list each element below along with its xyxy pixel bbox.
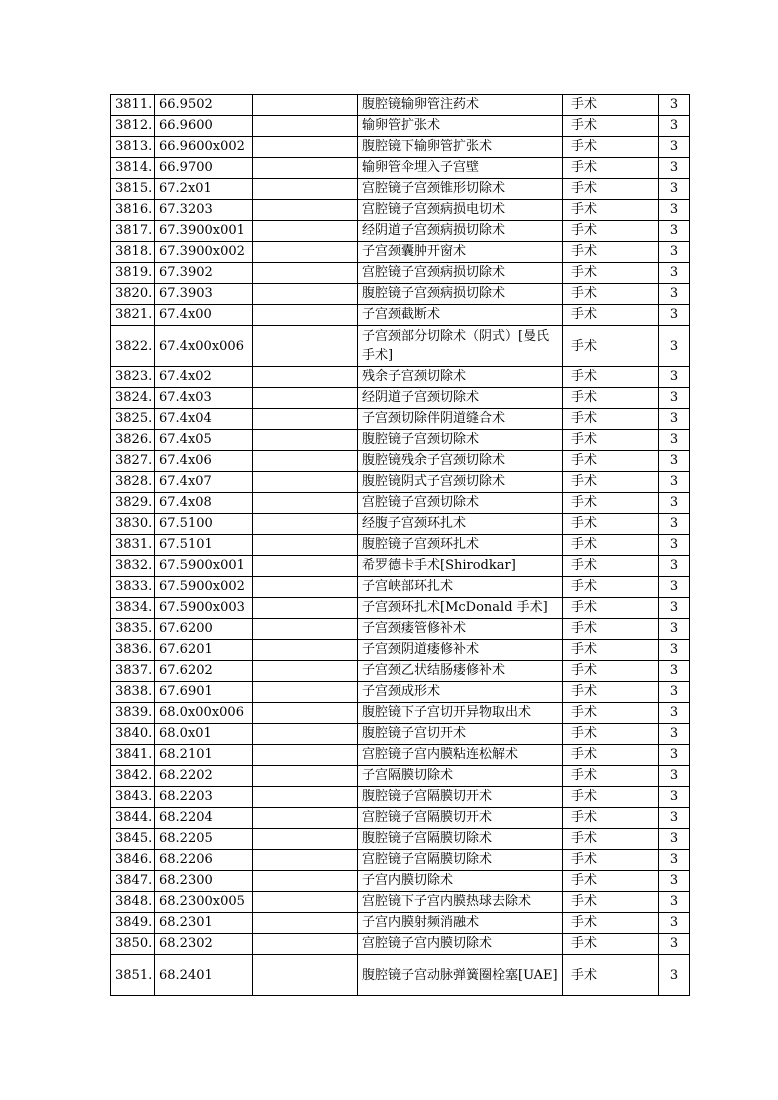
- procedure-code-cell: 67.2x01: [155, 179, 253, 200]
- table-row: [111, 242, 690, 263]
- table-row: [111, 871, 690, 892]
- procedure-code-cell: 68.2401: [155, 955, 253, 996]
- procedure-name-cell: 经阴道子宫颈病损切除术: [358, 221, 563, 242]
- table-row: [111, 703, 690, 724]
- blank-cell: [253, 388, 358, 409]
- procedure-code-cell: 67.6200: [155, 619, 253, 640]
- blank-cell: [253, 850, 358, 871]
- procedure-code-cell: 67.4x08: [155, 493, 253, 514]
- procedure-name-cell: 子宫隔膜切除术: [358, 766, 563, 787]
- procedure-name-cell: 腹腔镜输卵管注药术: [358, 95, 563, 116]
- blank-cell: [253, 158, 358, 179]
- row-number-cell: 3811.: [111, 95, 155, 116]
- level-cell: 3: [659, 242, 690, 263]
- table-row: [111, 158, 690, 179]
- procedure-code-cell: 67.3900x002: [155, 242, 253, 263]
- row-number-cell: 3826.: [111, 430, 155, 451]
- row-number-cell: 3822.: [111, 326, 155, 367]
- row-number-cell: 3821.: [111, 305, 155, 326]
- level-cell: 3: [659, 913, 690, 934]
- category-cell: 手术: [563, 850, 659, 871]
- table-row: [111, 493, 690, 514]
- category-cell: 手术: [563, 221, 659, 242]
- procedure-code-cell: 66.9502: [155, 95, 253, 116]
- procedure-code-cell: 68.2300x005: [155, 892, 253, 913]
- category-cell: 手术: [563, 200, 659, 221]
- procedure-name-cell: 子宫颈乙状结肠瘘修补术: [358, 661, 563, 682]
- table-body: [111, 95, 690, 996]
- blank-cell: [253, 871, 358, 892]
- procedure-name-cell: 残余子宫颈切除术: [358, 367, 563, 388]
- procedure-code-cell: 68.2205: [155, 829, 253, 850]
- procedure-code-cell: 68.0x01: [155, 724, 253, 745]
- level-cell: 3: [659, 787, 690, 808]
- row-number-cell: 3830.: [111, 514, 155, 535]
- row-number-cell: 3843.: [111, 787, 155, 808]
- procedure-code-cell: 67.3902: [155, 263, 253, 284]
- level-cell: 3: [659, 955, 690, 996]
- level-cell: 3: [659, 326, 690, 367]
- row-number-cell: 3819.: [111, 263, 155, 284]
- row-number-cell: 3814.: [111, 158, 155, 179]
- blank-cell: [253, 95, 358, 116]
- level-cell: 3: [659, 661, 690, 682]
- procedure-name-cell: 腹腔镜子宫颈病损切除术: [358, 284, 563, 305]
- blank-cell: [253, 682, 358, 703]
- procedure-name-cell: 子宫颈切除伴阴道缝合术: [358, 409, 563, 430]
- procedure-code-cell: 68.0x00x006: [155, 703, 253, 724]
- procedure-name-cell: 宫腔镜子宫隔膜切除术: [358, 850, 563, 871]
- category-cell: 手术: [563, 913, 659, 934]
- row-number-cell: 3849.: [111, 913, 155, 934]
- procedure-code-cell: 67.4x03: [155, 388, 253, 409]
- table-row: [111, 598, 690, 619]
- category-cell: 手术: [563, 95, 659, 116]
- category-cell: 手术: [563, 577, 659, 598]
- table-row: [111, 556, 690, 577]
- procedure-name-cell: 宫腔镜子宫内膜切除术: [358, 934, 563, 955]
- category-cell: 手术: [563, 829, 659, 850]
- table-row: [111, 472, 690, 493]
- category-cell: 手术: [563, 766, 659, 787]
- table-row: [111, 787, 690, 808]
- procedure-code-cell: 67.6201: [155, 640, 253, 661]
- procedure-name-cell: 腹腔镜下输卵管扩张术: [358, 137, 563, 158]
- blank-cell: [253, 934, 358, 955]
- procedure-code-cell: 68.2204: [155, 808, 253, 829]
- row-number-cell: 3817.: [111, 221, 155, 242]
- table-row: [111, 535, 690, 556]
- row-number-cell: 3825.: [111, 409, 155, 430]
- blank-cell: [253, 284, 358, 305]
- procedure-code-cell: 67.3903: [155, 284, 253, 305]
- procedure-name-cell: 腹腔镜子宫颈环扎术: [358, 535, 563, 556]
- table-row: [111, 284, 690, 305]
- procedure-code-cell: 68.2203: [155, 787, 253, 808]
- procedure-code-cell: 67.6901: [155, 682, 253, 703]
- category-cell: 手术: [563, 556, 659, 577]
- table-row: [111, 200, 690, 221]
- level-cell: 3: [659, 850, 690, 871]
- row-number-cell: 3847.: [111, 871, 155, 892]
- category-cell: 手术: [563, 430, 659, 451]
- table-row: [111, 305, 690, 326]
- procedure-code-cell: 67.5900x002: [155, 577, 253, 598]
- row-number-cell: 3815.: [111, 179, 155, 200]
- row-number-cell: 3827.: [111, 451, 155, 472]
- blank-cell: [253, 703, 358, 724]
- row-number-cell: 3834.: [111, 598, 155, 619]
- level-cell: 3: [659, 556, 690, 577]
- procedure-name-cell: 子宫峡部环扎术: [358, 577, 563, 598]
- blank-cell: [253, 305, 358, 326]
- procedure-code-cell: 66.9600: [155, 116, 253, 137]
- blank-cell: [253, 242, 358, 263]
- blank-cell: [253, 724, 358, 745]
- row-number-cell: 3840.: [111, 724, 155, 745]
- procedure-name-cell: 子宫颈环扎术[McDonald 手术]: [358, 598, 563, 619]
- procedure-name-cell: 宫腔镜子宫颈病损电切术: [358, 200, 563, 221]
- table-row: [111, 808, 690, 829]
- row-number-cell: 3845.: [111, 829, 155, 850]
- procedure-code-cell: 67.4x07: [155, 472, 253, 493]
- level-cell: 3: [659, 640, 690, 661]
- table-row: [111, 661, 690, 682]
- row-number-cell: 3823.: [111, 367, 155, 388]
- category-cell: 手术: [563, 598, 659, 619]
- blank-cell: [253, 535, 358, 556]
- procedure-code-cell: 67.6202: [155, 661, 253, 682]
- level-cell: 3: [659, 284, 690, 305]
- level-cell: 3: [659, 430, 690, 451]
- blank-cell: [253, 326, 358, 367]
- table-row: [111, 137, 690, 158]
- blank-cell: [253, 787, 358, 808]
- procedure-name-cell: 子宫颈部分切除术（阴式）[曼氏手术]: [358, 326, 563, 367]
- category-cell: 手术: [563, 367, 659, 388]
- blank-cell: [253, 556, 358, 577]
- procedure-name-cell: 子宫内膜切除术: [358, 871, 563, 892]
- level-cell: 3: [659, 95, 690, 116]
- row-number-cell: 3835.: [111, 619, 155, 640]
- procedure-name-cell: 希罗德卡手术[Shirodkar]: [358, 556, 563, 577]
- procedure-code-cell: 67.5101: [155, 535, 253, 556]
- procedure-name-cell: 腹腔镜子宫颈切除术: [358, 430, 563, 451]
- blank-cell: [253, 221, 358, 242]
- blank-cell: [253, 955, 358, 996]
- category-cell: 手术: [563, 787, 659, 808]
- procedure-code-cell: 68.2300: [155, 871, 253, 892]
- blank-cell: [253, 200, 358, 221]
- blank-cell: [253, 892, 358, 913]
- category-cell: 手术: [563, 661, 659, 682]
- level-cell: 3: [659, 745, 690, 766]
- row-number-cell: 3831.: [111, 535, 155, 556]
- row-number-cell: 3816.: [111, 200, 155, 221]
- row-number-cell: 3824.: [111, 388, 155, 409]
- category-cell: 手术: [563, 326, 659, 367]
- level-cell: 3: [659, 305, 690, 326]
- procedure-code-cell: 67.4x05: [155, 430, 253, 451]
- level-cell: 3: [659, 703, 690, 724]
- procedure-name-cell: 宫腔镜子宫颈锥形切除术: [358, 179, 563, 200]
- table-row: [111, 388, 690, 409]
- row-number-cell: 3829.: [111, 493, 155, 514]
- procedure-code-cell: 67.4x00: [155, 305, 253, 326]
- table-row: [111, 263, 690, 284]
- row-number-cell: 3839.: [111, 703, 155, 724]
- category-cell: 手术: [563, 388, 659, 409]
- level-cell: 3: [659, 263, 690, 284]
- level-cell: 3: [659, 493, 690, 514]
- table-row: [111, 955, 690, 996]
- procedure-name-cell: 宫腔镜子宫隔膜切开术: [358, 808, 563, 829]
- row-number-cell: 3838.: [111, 682, 155, 703]
- procedure-name-cell: 腹腔镜子宫动脉弹簧圈栓塞[UAE]: [358, 955, 563, 996]
- category-cell: 手术: [563, 451, 659, 472]
- table-row: [111, 367, 690, 388]
- procedure-name-cell: 宫腔镜下子宫内膜热球去除术: [358, 892, 563, 913]
- procedure-name-cell: 宫腔镜子宫颈切除术: [358, 493, 563, 514]
- procedure-code-cell: 66.9600x002: [155, 137, 253, 158]
- level-cell: 3: [659, 179, 690, 200]
- table-row: [111, 745, 690, 766]
- level-cell: 3: [659, 598, 690, 619]
- row-number-cell: 3848.: [111, 892, 155, 913]
- procedure-code-cell: 67.5900x003: [155, 598, 253, 619]
- table-row: [111, 430, 690, 451]
- category-cell: 手术: [563, 871, 659, 892]
- blank-cell: [253, 179, 358, 200]
- table-row: [111, 116, 690, 137]
- row-number-cell: 3851.: [111, 955, 155, 996]
- procedure-name-cell: 宫腔镜子宫内膜粘连松解术: [358, 745, 563, 766]
- blank-cell: [253, 829, 358, 850]
- table-row: [111, 409, 690, 430]
- category-cell: 手术: [563, 242, 659, 263]
- table-row: [111, 326, 690, 367]
- blank-cell: [253, 913, 358, 934]
- row-number-cell: 3842.: [111, 766, 155, 787]
- category-cell: 手术: [563, 619, 659, 640]
- procedure-name-cell: 输卵管扩张术: [358, 116, 563, 137]
- table-row: [111, 514, 690, 535]
- category-cell: 手术: [563, 493, 659, 514]
- blank-cell: [253, 430, 358, 451]
- procedure-name-cell: 腹腔镜子宫切开术: [358, 724, 563, 745]
- procedure-name-cell: 子宫颈截断术: [358, 305, 563, 326]
- table-row: [111, 850, 690, 871]
- table-row: [111, 451, 690, 472]
- level-cell: 3: [659, 137, 690, 158]
- level-cell: 3: [659, 451, 690, 472]
- row-number-cell: 3828.: [111, 472, 155, 493]
- blank-cell: [253, 661, 358, 682]
- row-number-cell: 3841.: [111, 745, 155, 766]
- blank-cell: [253, 766, 358, 787]
- procedure-name-cell: 子宫颈成形术: [358, 682, 563, 703]
- level-cell: 3: [659, 766, 690, 787]
- level-cell: 3: [659, 871, 690, 892]
- level-cell: 3: [659, 934, 690, 955]
- category-cell: 手术: [563, 892, 659, 913]
- table-row: [111, 221, 690, 242]
- procedure-name-cell: 腹腔镜下子宫切开异物取出术: [358, 703, 563, 724]
- procedure-name-cell: 腹腔镜子宫隔膜切除术: [358, 829, 563, 850]
- category-cell: 手术: [563, 682, 659, 703]
- level-cell: 3: [659, 409, 690, 430]
- procedure-code-cell: 66.9700: [155, 158, 253, 179]
- level-cell: 3: [659, 829, 690, 850]
- procedure-table: [110, 94, 690, 996]
- level-cell: 3: [659, 682, 690, 703]
- row-number-cell: 3818.: [111, 242, 155, 263]
- procedure-name-cell: 子宫颈阴道瘘修补术: [358, 640, 563, 661]
- procedure-name-cell: 腹腔镜残余子宫颈切除术: [358, 451, 563, 472]
- table-row: [111, 179, 690, 200]
- blank-cell: [253, 116, 358, 137]
- category-cell: 手术: [563, 703, 659, 724]
- level-cell: 3: [659, 514, 690, 535]
- procedure-name-cell: 经腹子宫颈环扎术: [358, 514, 563, 535]
- category-cell: 手术: [563, 158, 659, 179]
- table-row: [111, 913, 690, 934]
- level-cell: 3: [659, 892, 690, 913]
- procedure-name-cell: 子宫内膜射频消融术: [358, 913, 563, 934]
- level-cell: 3: [659, 367, 690, 388]
- procedure-code-cell: 68.2302: [155, 934, 253, 955]
- procedure-code-cell: 67.5100: [155, 514, 253, 535]
- procedure-code-cell: 67.4x06: [155, 451, 253, 472]
- blank-cell: [253, 745, 358, 766]
- procedure-name-cell: 腹腔镜子宫隔膜切开术: [358, 787, 563, 808]
- category-cell: 手术: [563, 955, 659, 996]
- category-cell: 手术: [563, 137, 659, 158]
- table-row: [111, 619, 690, 640]
- row-number-cell: 3812.: [111, 116, 155, 137]
- blank-cell: [253, 367, 358, 388]
- blank-cell: [253, 409, 358, 430]
- procedure-code-cell: 67.3203: [155, 200, 253, 221]
- procedure-code-cell: 67.3900x001: [155, 221, 253, 242]
- category-cell: 手术: [563, 514, 659, 535]
- row-number-cell: 3836.: [111, 640, 155, 661]
- level-cell: 3: [659, 388, 690, 409]
- procedure-name-cell: 子宫颈瘘管修补术: [358, 619, 563, 640]
- level-cell: 3: [659, 808, 690, 829]
- procedure-code-cell: 67.4x00x006: [155, 326, 253, 367]
- level-cell: 3: [659, 619, 690, 640]
- category-cell: 手术: [563, 179, 659, 200]
- procedure-name-cell: 腹腔镜阴式子宫颈切除术: [358, 472, 563, 493]
- level-cell: 3: [659, 200, 690, 221]
- procedure-code-cell: 67.4x02: [155, 367, 253, 388]
- procedure-code-cell: 68.2202: [155, 766, 253, 787]
- blank-cell: [253, 472, 358, 493]
- table-row: [111, 892, 690, 913]
- procedure-name-cell: 输卵管伞埋入子宫壁: [358, 158, 563, 179]
- blank-cell: [253, 263, 358, 284]
- category-cell: 手术: [563, 640, 659, 661]
- row-number-cell: 3837.: [111, 661, 155, 682]
- procedure-name-cell: 子宫颈囊肿开窗术: [358, 242, 563, 263]
- row-number-cell: 3850.: [111, 934, 155, 955]
- category-cell: 手术: [563, 472, 659, 493]
- category-cell: 手术: [563, 934, 659, 955]
- level-cell: 3: [659, 472, 690, 493]
- procedure-code-cell: 68.2301: [155, 913, 253, 934]
- category-cell: 手术: [563, 116, 659, 137]
- table-row: [111, 682, 690, 703]
- level-cell: 3: [659, 158, 690, 179]
- category-cell: 手术: [563, 305, 659, 326]
- category-cell: 手术: [563, 263, 659, 284]
- table-row: [111, 766, 690, 787]
- table-row: [111, 95, 690, 116]
- procedure-name-cell: 经阴道子宫颈切除术: [358, 388, 563, 409]
- row-number-cell: 3832.: [111, 556, 155, 577]
- table-row: [111, 640, 690, 661]
- table-row: [111, 577, 690, 598]
- procedure-name-cell: 宫腔镜子宫颈病损切除术: [358, 263, 563, 284]
- blank-cell: [253, 640, 358, 661]
- category-cell: 手术: [563, 409, 659, 430]
- row-number-cell: 3844.: [111, 808, 155, 829]
- table-row: [111, 724, 690, 745]
- row-number-cell: 3820.: [111, 284, 155, 305]
- row-number-cell: 3833.: [111, 577, 155, 598]
- blank-cell: [253, 514, 358, 535]
- category-cell: 手术: [563, 745, 659, 766]
- table-row: [111, 829, 690, 850]
- category-cell: 手术: [563, 724, 659, 745]
- row-number-cell: 3813.: [111, 137, 155, 158]
- level-cell: 3: [659, 577, 690, 598]
- level-cell: 3: [659, 221, 690, 242]
- category-cell: 手术: [563, 808, 659, 829]
- blank-cell: [253, 577, 358, 598]
- category-cell: 手术: [563, 535, 659, 556]
- table-row: [111, 934, 690, 955]
- procedure-code-cell: 68.2206: [155, 850, 253, 871]
- level-cell: 3: [659, 116, 690, 137]
- blank-cell: [253, 598, 358, 619]
- blank-cell: [253, 451, 358, 472]
- procedure-code-cell: 68.2101: [155, 745, 253, 766]
- procedure-code-cell: 67.5900x001: [155, 556, 253, 577]
- level-cell: 3: [659, 535, 690, 556]
- row-number-cell: 3846.: [111, 850, 155, 871]
- blank-cell: [253, 808, 358, 829]
- blank-cell: [253, 493, 358, 514]
- category-cell: 手术: [563, 284, 659, 305]
- level-cell: 3: [659, 724, 690, 745]
- procedure-code-cell: 67.4x04: [155, 409, 253, 430]
- blank-cell: [253, 137, 358, 158]
- blank-cell: [253, 619, 358, 640]
